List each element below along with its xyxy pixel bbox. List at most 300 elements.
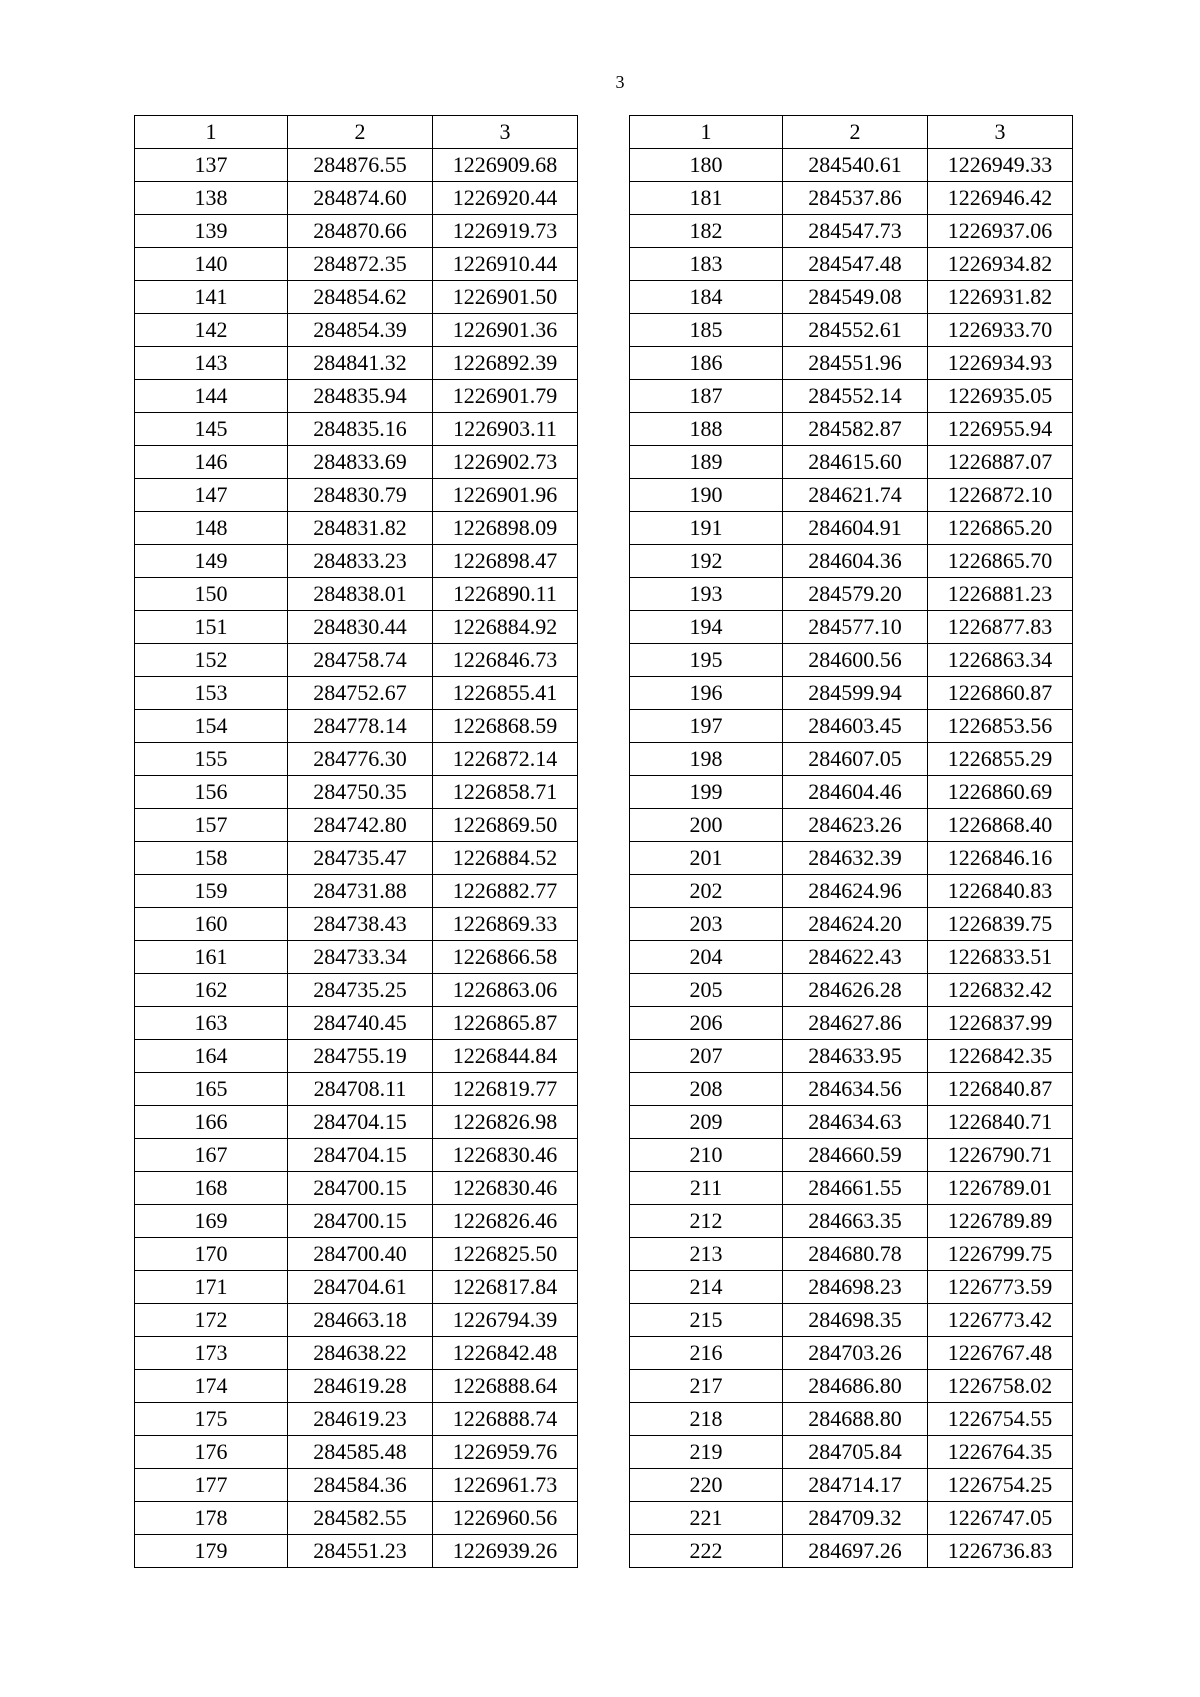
y-coordinate-cell: 1226901.36 [433,314,578,347]
x-coordinate-cell: 284607.05 [783,743,928,776]
y-coordinate-cell: 1226837.99 [928,1007,1073,1040]
point-number-cell: 140 [135,248,288,281]
table-row [630,974,1073,1007]
x-coordinate-cell: 284660.59 [783,1139,928,1172]
table-row [135,1139,578,1172]
table-row [135,182,578,215]
table-row [630,611,1073,644]
y-coordinate-cell: 1226955.94 [928,413,1073,446]
y-coordinate-cell: 1226937.06 [928,215,1073,248]
point-number-cell: 142 [135,314,288,347]
x-coordinate-cell: 284680.78 [783,1238,928,1271]
table-row [630,545,1073,578]
y-coordinate-cell: 1226736.83 [928,1535,1073,1568]
point-number-cell: 185 [630,314,783,347]
table-row [630,149,1073,182]
table-row [630,1535,1073,1568]
coordinates-table-left [134,115,578,1568]
point-number-cell: 157 [135,809,288,842]
y-coordinate-cell: 1226790.71 [928,1139,1073,1172]
table-row [630,1337,1073,1370]
table-row [630,1502,1073,1535]
y-coordinate-cell: 1226842.35 [928,1040,1073,1073]
table-header-row [630,116,1073,149]
table-row [135,1040,578,1073]
right-table-body [630,116,1073,1568]
y-coordinate-cell: 1226868.40 [928,809,1073,842]
y-coordinate-cell: 1226865.70 [928,545,1073,578]
table-row [135,1469,578,1502]
y-coordinate-cell: 1226855.41 [433,677,578,710]
table-row [135,149,578,182]
table-row [630,644,1073,677]
column-header: 2 [783,116,928,149]
x-coordinate-cell: 284585.48 [288,1436,433,1469]
point-number-cell: 212 [630,1205,783,1238]
y-coordinate-cell: 1226833.51 [928,941,1073,974]
table-row [630,1007,1073,1040]
point-number-cell: 199 [630,776,783,809]
x-coordinate-cell: 284876.55 [288,149,433,182]
y-coordinate-cell: 1226919.73 [433,215,578,248]
point-number-cell: 194 [630,611,783,644]
point-number-cell: 168 [135,1172,288,1205]
x-coordinate-cell: 284600.56 [783,644,928,677]
x-coordinate-cell: 284686.80 [783,1370,928,1403]
table-row [135,446,578,479]
point-number-cell: 182 [630,215,783,248]
point-number-cell: 207 [630,1040,783,1073]
table-row [135,842,578,875]
point-number-cell: 184 [630,281,783,314]
table-row [630,1106,1073,1139]
table-row [135,248,578,281]
y-coordinate-cell: 1226839.75 [928,908,1073,941]
column-header: 1 [630,116,783,149]
x-coordinate-cell: 284870.66 [288,215,433,248]
point-number-cell: 187 [630,380,783,413]
x-coordinate-cell: 284582.87 [783,413,928,446]
point-number-cell: 195 [630,644,783,677]
x-coordinate-cell: 284735.47 [288,842,433,875]
point-number-cell: 147 [135,479,288,512]
point-number-cell: 145 [135,413,288,446]
y-coordinate-cell: 1226961.73 [433,1469,578,1502]
y-coordinate-cell: 1226863.06 [433,974,578,1007]
x-coordinate-cell: 284714.17 [783,1469,928,1502]
y-coordinate-cell: 1226868.59 [433,710,578,743]
x-coordinate-cell: 284776.30 [288,743,433,776]
x-coordinate-cell: 284582.55 [288,1502,433,1535]
x-coordinate-cell: 284833.23 [288,545,433,578]
x-coordinate-cell: 284697.26 [783,1535,928,1568]
point-number-cell: 148 [135,512,288,545]
point-number-cell: 164 [135,1040,288,1073]
table-row [630,479,1073,512]
point-number-cell: 215 [630,1304,783,1337]
x-coordinate-cell: 284709.32 [783,1502,928,1535]
point-number-cell: 155 [135,743,288,776]
table-row [630,314,1073,347]
table-row [135,908,578,941]
x-coordinate-cell: 284833.69 [288,446,433,479]
table-row [630,248,1073,281]
table-row [630,281,1073,314]
point-number-cell: 210 [630,1139,783,1172]
y-coordinate-cell: 1226789.01 [928,1172,1073,1205]
point-number-cell: 146 [135,446,288,479]
table-row [135,743,578,776]
point-number-cell: 188 [630,413,783,446]
x-coordinate-cell: 284700.15 [288,1172,433,1205]
y-coordinate-cell: 1226865.87 [433,1007,578,1040]
x-coordinate-cell: 284872.35 [288,248,433,281]
y-coordinate-cell: 1226946.42 [928,182,1073,215]
table-row [135,413,578,446]
y-coordinate-cell: 1226909.68 [433,149,578,182]
x-coordinate-cell: 284634.56 [783,1073,928,1106]
x-coordinate-cell: 284547.73 [783,215,928,248]
y-coordinate-cell: 1226846.16 [928,842,1073,875]
y-coordinate-cell: 1226853.56 [928,710,1073,743]
point-number-cell: 156 [135,776,288,809]
point-number-cell: 196 [630,677,783,710]
column-header: 1 [135,116,288,149]
y-coordinate-cell: 1226840.71 [928,1106,1073,1139]
y-coordinate-cell: 1226860.69 [928,776,1073,809]
x-coordinate-cell: 284698.23 [783,1271,928,1304]
point-number-cell: 169 [135,1205,288,1238]
table-row [630,776,1073,809]
table-row [135,710,578,743]
y-coordinate-cell: 1226872.14 [433,743,578,776]
x-coordinate-cell: 284663.18 [288,1304,433,1337]
point-number-cell: 137 [135,149,288,182]
y-coordinate-cell: 1226866.58 [433,941,578,974]
x-coordinate-cell: 284700.40 [288,1238,433,1271]
table-row [135,941,578,974]
x-coordinate-cell: 284537.86 [783,182,928,215]
y-coordinate-cell: 1226819.77 [433,1073,578,1106]
point-number-cell: 165 [135,1073,288,1106]
table-row [630,347,1073,380]
y-coordinate-cell: 1226825.50 [433,1238,578,1271]
table-row [135,380,578,413]
point-number-cell: 193 [630,578,783,611]
column-header: 3 [433,116,578,149]
y-coordinate-cell: 1226888.74 [433,1403,578,1436]
y-coordinate-cell: 1226872.10 [928,479,1073,512]
point-number-cell: 160 [135,908,288,941]
table-row [135,1502,578,1535]
x-coordinate-cell: 284704.15 [288,1139,433,1172]
y-coordinate-cell: 1226892.39 [433,347,578,380]
x-coordinate-cell: 284854.62 [288,281,433,314]
y-coordinate-cell: 1226901.79 [433,380,578,413]
table-row [135,281,578,314]
x-coordinate-cell: 284705.84 [783,1436,928,1469]
point-number-cell: 197 [630,710,783,743]
point-number-cell: 202 [630,875,783,908]
y-coordinate-cell: 1226887.07 [928,446,1073,479]
y-coordinate-cell: 1226898.47 [433,545,578,578]
table-row [135,1205,578,1238]
x-coordinate-cell: 284735.25 [288,974,433,1007]
point-number-cell: 159 [135,875,288,908]
table-row [135,545,578,578]
x-coordinate-cell: 284841.32 [288,347,433,380]
table-row [630,1139,1073,1172]
point-number-cell: 149 [135,545,288,578]
y-coordinate-cell: 1226826.98 [433,1106,578,1139]
table-row [135,809,578,842]
table-row [630,182,1073,215]
y-coordinate-cell: 1226935.05 [928,380,1073,413]
y-coordinate-cell: 1226826.46 [433,1205,578,1238]
point-number-cell: 178 [135,1502,288,1535]
point-number-cell: 167 [135,1139,288,1172]
x-coordinate-cell: 284627.86 [783,1007,928,1040]
table-row [630,875,1073,908]
point-number-cell: 183 [630,248,783,281]
y-coordinate-cell: 1226910.44 [433,248,578,281]
x-coordinate-cell: 284831.82 [288,512,433,545]
point-number-cell: 218 [630,1403,783,1436]
point-number-cell: 179 [135,1535,288,1568]
x-coordinate-cell: 284835.94 [288,380,433,413]
point-number-cell: 161 [135,941,288,974]
table-row [630,677,1073,710]
y-coordinate-cell: 1226959.76 [433,1436,578,1469]
table-row [630,1436,1073,1469]
point-number-cell: 158 [135,842,288,875]
y-coordinate-cell: 1226882.77 [433,875,578,908]
y-coordinate-cell: 1226869.33 [433,908,578,941]
y-coordinate-cell: 1226884.52 [433,842,578,875]
table-row [630,215,1073,248]
table-row [630,809,1073,842]
table-row [135,1172,578,1205]
y-coordinate-cell: 1226931.82 [928,281,1073,314]
point-number-cell: 154 [135,710,288,743]
point-number-cell: 173 [135,1337,288,1370]
point-number-cell: 214 [630,1271,783,1304]
x-coordinate-cell: 284624.96 [783,875,928,908]
x-coordinate-cell: 284604.46 [783,776,928,809]
y-coordinate-cell: 1226881.23 [928,578,1073,611]
y-coordinate-cell: 1226890.11 [433,578,578,611]
x-coordinate-cell: 284604.91 [783,512,928,545]
y-coordinate-cell: 1226939.26 [433,1535,578,1568]
point-number-cell: 198 [630,743,783,776]
table-row [630,743,1073,776]
y-coordinate-cell: 1226789.89 [928,1205,1073,1238]
x-coordinate-cell: 284615.60 [783,446,928,479]
x-coordinate-cell: 284731.88 [288,875,433,908]
point-number-cell: 205 [630,974,783,1007]
y-coordinate-cell: 1226901.50 [433,281,578,314]
y-coordinate-cell: 1226767.48 [928,1337,1073,1370]
x-coordinate-cell: 284698.35 [783,1304,928,1337]
y-coordinate-cell: 1226840.83 [928,875,1073,908]
x-coordinate-cell: 284547.48 [783,248,928,281]
table-row [630,512,1073,545]
table-header-row [135,116,578,149]
y-coordinate-cell: 1226764.35 [928,1436,1073,1469]
table-row [135,1238,578,1271]
left-table-body [135,116,578,1568]
x-coordinate-cell: 284638.22 [288,1337,433,1370]
x-coordinate-cell: 284634.63 [783,1106,928,1139]
x-coordinate-cell: 284661.55 [783,1172,928,1205]
x-coordinate-cell: 284752.67 [288,677,433,710]
y-coordinate-cell: 1226865.20 [928,512,1073,545]
point-number-cell: 204 [630,941,783,974]
y-coordinate-cell: 1226860.87 [928,677,1073,710]
table-row [630,413,1073,446]
table-row [135,512,578,545]
x-coordinate-cell: 284623.26 [783,809,928,842]
point-number-cell: 219 [630,1436,783,1469]
point-number-cell: 190 [630,479,783,512]
table-row [630,941,1073,974]
table-row [630,710,1073,743]
x-coordinate-cell: 284738.43 [288,908,433,941]
x-coordinate-cell: 284733.34 [288,941,433,974]
point-number-cell: 192 [630,545,783,578]
x-coordinate-cell: 284830.44 [288,611,433,644]
y-coordinate-cell: 1226794.39 [433,1304,578,1337]
y-coordinate-cell: 1226817.84 [433,1271,578,1304]
table-row [135,1073,578,1106]
y-coordinate-cell: 1226863.34 [928,644,1073,677]
y-coordinate-cell: 1226934.93 [928,347,1073,380]
x-coordinate-cell: 284708.11 [288,1073,433,1106]
table-row [630,380,1073,413]
point-number-cell: 175 [135,1403,288,1436]
table-row [630,1271,1073,1304]
y-coordinate-cell: 1226846.73 [433,644,578,677]
table-row [630,1205,1073,1238]
y-coordinate-cell: 1226840.87 [928,1073,1073,1106]
y-coordinate-cell: 1226830.46 [433,1172,578,1205]
x-coordinate-cell: 284874.60 [288,182,433,215]
table-row [135,1436,578,1469]
point-number-cell: 153 [135,677,288,710]
y-coordinate-cell: 1226858.71 [433,776,578,809]
x-coordinate-cell: 284778.14 [288,710,433,743]
x-coordinate-cell: 284551.23 [288,1535,433,1568]
y-coordinate-cell: 1226949.33 [928,149,1073,182]
x-coordinate-cell: 284552.14 [783,380,928,413]
x-coordinate-cell: 284854.39 [288,314,433,347]
point-number-cell: 172 [135,1304,288,1337]
x-coordinate-cell: 284603.45 [783,710,928,743]
point-number-cell: 139 [135,215,288,248]
x-coordinate-cell: 284604.36 [783,545,928,578]
y-coordinate-cell: 1226754.25 [928,1469,1073,1502]
column-header: 3 [928,116,1073,149]
point-number-cell: 220 [630,1469,783,1502]
x-coordinate-cell: 284755.19 [288,1040,433,1073]
x-coordinate-cell: 284579.20 [783,578,928,611]
table-row [135,1403,578,1436]
table-row [630,1073,1073,1106]
point-number-cell: 217 [630,1370,783,1403]
x-coordinate-cell: 284835.16 [288,413,433,446]
point-number-cell: 213 [630,1238,783,1271]
y-coordinate-cell: 1226934.82 [928,248,1073,281]
table-row [630,842,1073,875]
table-row [135,578,578,611]
table-row [630,1469,1073,1502]
point-number-cell: 162 [135,974,288,1007]
x-coordinate-cell: 284700.15 [288,1205,433,1238]
y-coordinate-cell: 1226888.64 [433,1370,578,1403]
table-row [135,644,578,677]
y-coordinate-cell: 1226830.46 [433,1139,578,1172]
point-number-cell: 138 [135,182,288,215]
y-coordinate-cell: 1226773.42 [928,1304,1073,1337]
table-row [135,1535,578,1568]
x-coordinate-cell: 284742.80 [288,809,433,842]
point-number-cell: 206 [630,1007,783,1040]
x-coordinate-cell: 284540.61 [783,149,928,182]
table-row [135,974,578,1007]
x-coordinate-cell: 284621.74 [783,479,928,512]
point-number-cell: 150 [135,578,288,611]
point-number-cell: 203 [630,908,783,941]
y-coordinate-cell: 1226758.02 [928,1370,1073,1403]
x-coordinate-cell: 284619.28 [288,1370,433,1403]
x-coordinate-cell: 284633.95 [783,1040,928,1073]
table-row [630,446,1073,479]
table-row [135,215,578,248]
table-row [135,314,578,347]
y-coordinate-cell: 1226903.11 [433,413,578,446]
table-row [630,1040,1073,1073]
point-number-cell: 174 [135,1370,288,1403]
table-row [630,1403,1073,1436]
point-number-cell: 152 [135,644,288,677]
x-coordinate-cell: 284626.28 [783,974,928,1007]
point-number-cell: 180 [630,149,783,182]
table-row [630,1238,1073,1271]
table-row [135,1370,578,1403]
x-coordinate-cell: 284599.94 [783,677,928,710]
point-number-cell: 141 [135,281,288,314]
table-row [135,1337,578,1370]
point-number-cell: 186 [630,347,783,380]
table-row [630,1370,1073,1403]
x-coordinate-cell: 284584.36 [288,1469,433,1502]
point-number-cell: 143 [135,347,288,380]
y-coordinate-cell: 1226842.48 [433,1337,578,1370]
column-header: 2 [288,116,433,149]
y-coordinate-cell: 1226754.55 [928,1403,1073,1436]
table-row [135,479,578,512]
table-row [630,908,1073,941]
point-number-cell: 176 [135,1436,288,1469]
y-coordinate-cell: 1226773.59 [928,1271,1073,1304]
y-coordinate-cell: 1226901.96 [433,479,578,512]
x-coordinate-cell: 284619.23 [288,1403,433,1436]
table-row [135,776,578,809]
point-number-cell: 200 [630,809,783,842]
y-coordinate-cell: 1226960.56 [433,1502,578,1535]
y-coordinate-cell: 1226832.42 [928,974,1073,1007]
x-coordinate-cell: 284838.01 [288,578,433,611]
